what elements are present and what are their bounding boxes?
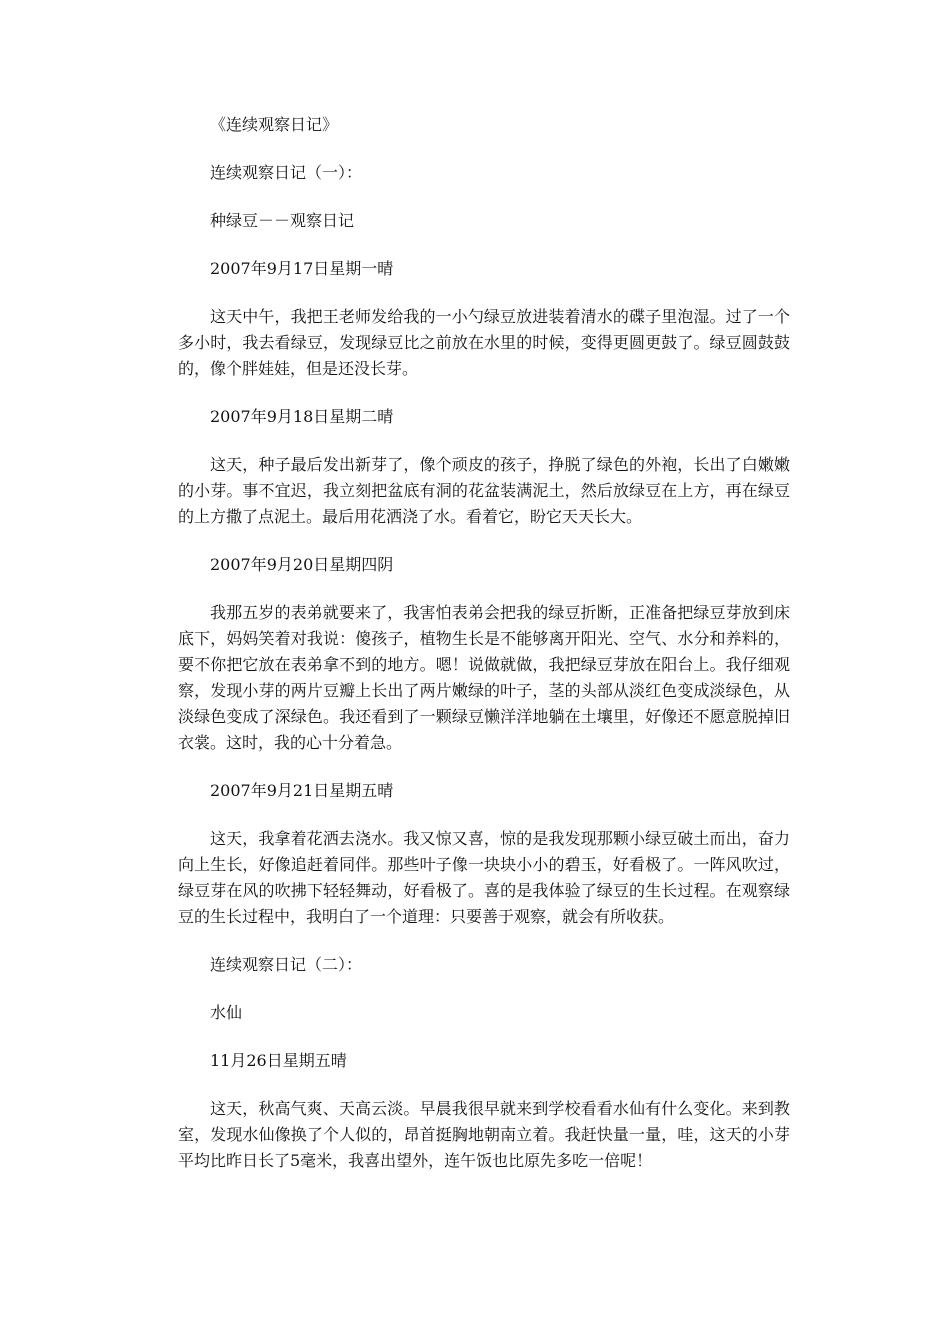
diary-entry-1: 这天中午，我把王老师发给我的一小勺绿豆放进装着清水的碟子里泡湿。过了一个多小时，我去看绿豆，发现绿豆比之前放在水里的时候，变得更圆更鼓了。绿豆圆鼓鼓的，像个胖娃娃，但是还没长芽。 (178, 307, 790, 378)
section-heading-1: 连续观察日记（一）： (210, 163, 363, 182)
section-heading-2: 连续观察日记（二）： (210, 955, 363, 974)
diary-entry-5: 这天，秋高气爽、天高云淡。早晨我很早就来到学校看看水仙有什么变化。来到教室，发现水仙像换了个人似的，昂首挺胸地朝南立着。我赶快量一量，哇，这天的小芽平均比昨日长了5毫米，我喜出望外，连午饭也比原先多吃一倍呢！ (178, 1099, 790, 1170)
diary-entry-4: 这天，我拿着花洒去浇水。我又惊又喜，惊的是我发现那颗小绿豆破土而出，奋力向上生长，好像追赶着同伴。那些叶子像一块块小小的碧玉，好看极了。一阵风吹过，绿豆芽在风的吹拂下轻轻舞动，好看极了。喜的是我体验了绿豆的生长过程。在观察绿豆的生长过程中，我明白了一个道理：只要善于观察，就会有所收获。 (178, 829, 790, 926)
diary-date-4: 2007年9月21日星期五晴 (210, 781, 394, 800)
diary-date-3: 2007年9月20日星期四阴 (210, 555, 394, 574)
diary-entry-3: 我那五岁的表弟就要来了，我害怕表弟会把我的绿豆折断，正准备把绿豆芽放到床底下，妈妈笑着对我说：傻孩子，植物生长是不能够离开阳光、空气、水分和养料的，要不你把它放在表弟拿不到的地方。嗯！说做就做，我把绿豆芽放在阳台上。我仔细观察，发现小芽的两片豆瓣上长出了两片嫩绿的叶子，茎的头部从淡红色变成淡绿色，从淡绿色变成了深绿色。我还看到了一颗绿豆懒洋洋地躺在土壤里，好像还不愿意脱掉旧衣裳。这时，我的心十分着急。 (178, 603, 790, 752)
diary-date-5: 11月26日星期五晴 (210, 1051, 347, 1070)
diary-subtitle-2: 水仙 (210, 1003, 243, 1022)
diary-subtitle-1: 种绿豆－－观察日记 (210, 211, 355, 230)
diary-date-1: 2007年9月17日星期一晴 (210, 259, 394, 278)
diary-entry-2: 这天，种子最后发出新芽了，像个顽皮的孩子，挣脱了绿色的外袍，长出了白嫩嫩的小芽。事不宜迟，我立刻把盆底有洞的花盆装满泥土，然后放绿豆在上方，再在绿豆的上方撒了点泥土。最后用花洒浇了水。看着它，盼它天天长大。 (178, 455, 790, 526)
document-body (178, 112, 790, 1196)
document-title: 《连续观察日记》 (210, 115, 339, 134)
diary-date-2: 2007年9月18日星期二晴 (210, 407, 394, 426)
